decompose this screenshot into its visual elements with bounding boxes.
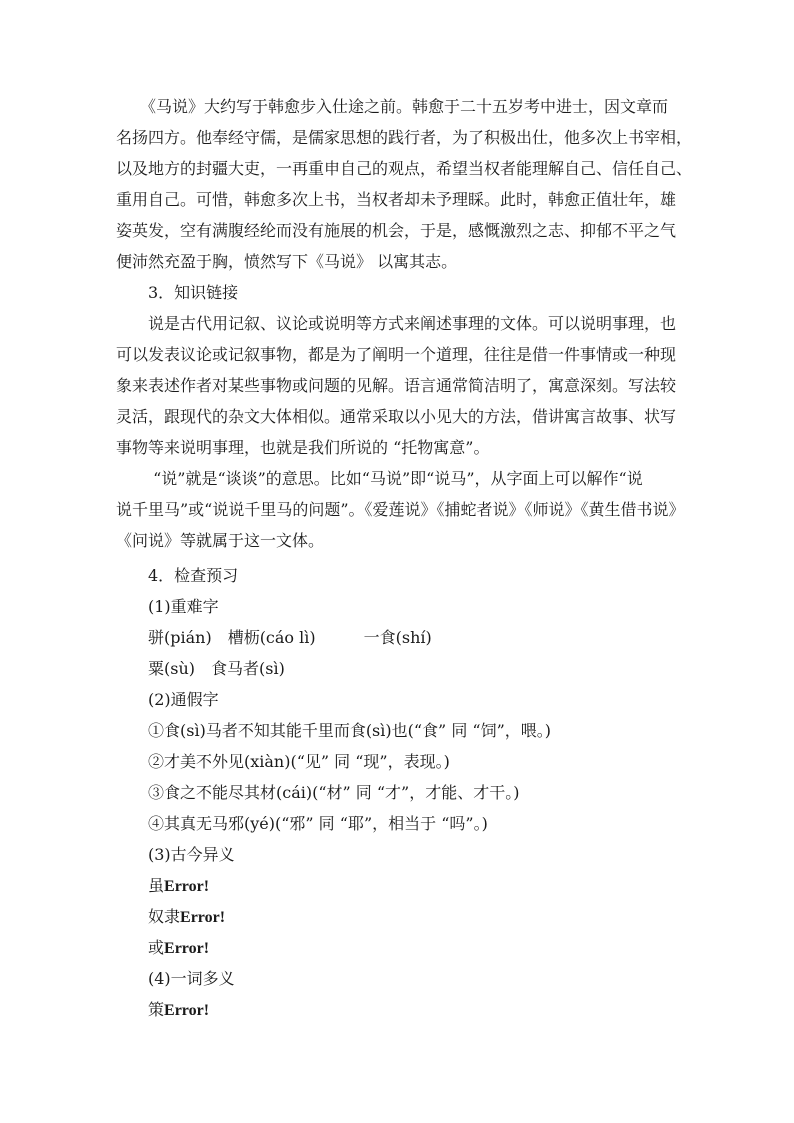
list-item: ③食之不能尽其材(cái)(“材” 同 “才”，才能、才干。) [116, 783, 520, 802]
paragraph-line: “说”就是“谈谈”的意思。比如“马说”即“说马”，从字面上可以解作“说 [116, 469, 643, 488]
list-item [116, 876, 209, 897]
section-heading: 3．知识链接 [116, 283, 239, 302]
term: 或 [116, 938, 165, 957]
subsection-heading: (3)古今异义 [116, 845, 235, 864]
list-item: ②才美不外见(xiàn)(“见” 同 “现”，表现。) [116, 752, 450, 771]
paragraph-line: 姿英发，空有满腹经纶而没有施展的机会，于是，感慨激烈之志、抑郁不平之气 [116, 221, 677, 240]
error-note: Error! [164, 878, 210, 895]
subsection-heading: (4)一词多义 [116, 969, 235, 988]
paragraph-line: 象来表述作者对某些事物或问题的见解。语言通常简洁明了，寓意深刻。写法较 [116, 376, 677, 395]
paragraph-line: 灵活，跟现代的杂文大体相似。通常采取以小见大的方法，借讲寓言故事、状写 [116, 407, 677, 426]
paragraph-line: 事物等来说明事理，也就是我们所说的 “托物寓意”。 [116, 438, 490, 457]
list-item: ①食(sì)马者不知其能千里而食(sì)也(“食” 同 “饲”，喂。) [116, 721, 552, 740]
section-heading: 4．检查预习 [116, 566, 239, 585]
subsection-heading: (1)重难字 [116, 597, 219, 616]
paragraph-line: 以及地方的封疆大吏，一再重申自己的观点，希望当权者能理解自己、信任自己、 [116, 159, 693, 178]
subsection-heading: (2)通假字 [116, 690, 219, 709]
paragraph-line: 《问说》等就属于这一文体。 [116, 531, 325, 550]
vocab-line: 粟(sù) 食马者(sì) [116, 659, 285, 678]
list-item: ④其真无马邪(yé)(“邪” 同 “耶”，相当于 “吗”。) [116, 814, 488, 833]
list-item [116, 1000, 209, 1021]
paragraph-line: 名扬四方。他奉经守儒，是儒家思想的践行者，为了积极出仕，他多次上书宰相， [116, 128, 693, 147]
paragraph-line: 说千里马”或“说说千里马的问题”。《爱莲说》《捕蛇者说》《师说》《黄生借书说》 [116, 500, 685, 519]
list-item [116, 938, 209, 959]
paragraph-line: 说是古代用记叙、议论或说明等方式来阐述事理的文体。可以说明事理，也 [116, 314, 677, 333]
error-note: Error! [180, 909, 226, 926]
list-item [116, 907, 225, 928]
term: 奴隶 [116, 907, 181, 926]
paragraph-line: 重用自己。可惜，韩愈多次上书，当权者却未予理睬。此时，韩愈正值壮年，雄 [116, 190, 677, 209]
error-note: Error! [164, 1002, 210, 1019]
paragraph-line: 便沛然充盈于胸，愤然写下《马说》 以寓其志。 [116, 252, 458, 271]
vocab-line: 骈(pián) 槽枥(cáo lì) 一食(shí) [116, 628, 432, 647]
term: 策 [116, 1000, 165, 1019]
paragraph-line: 《马说》大约写于韩愈步入仕途之前。韩愈于二十五岁考中进士，因文章而 [116, 97, 669, 116]
error-note: Error! [164, 940, 210, 957]
paragraph-line: 可以发表议论或记叙事物，都是为了阐明一个道理，往往是借一件事情或一种现 [116, 345, 677, 364]
term: 虽 [116, 876, 165, 895]
